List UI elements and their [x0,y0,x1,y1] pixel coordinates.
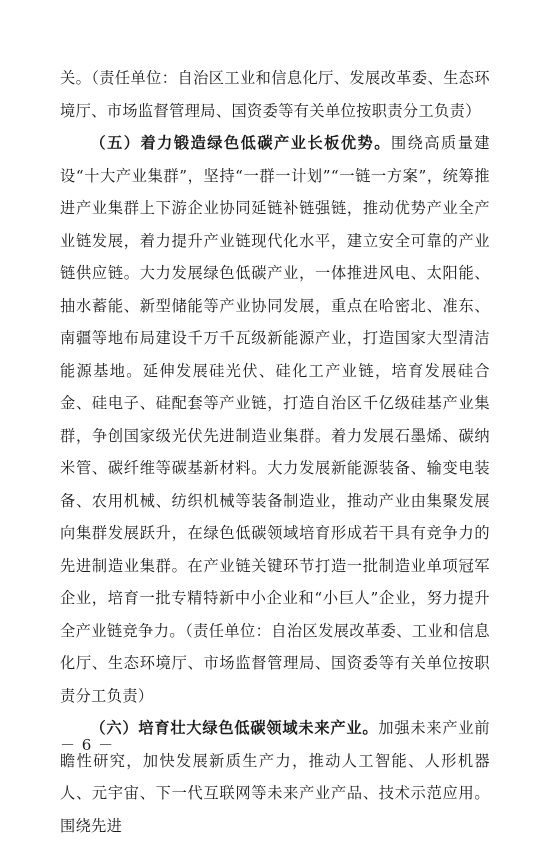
section-heading-6: （六）培育壮大绿色低碳领域未来产业。 [90,719,379,737]
document-body [60,62,490,842]
paragraph-1-body: 关。（责任单位：自治区工业和信息化厅、发展改革委、生态环境厅、市场监督管理局、国资委等有关单位按职责分工负责） [60,69,490,120]
paragraph-2 [60,127,490,712]
page-number: － 6 － [60,736,115,754]
paragraph-1 [60,62,490,127]
paragraph-2-body: 围绕高质量建设“十大产业集群”，坚持“一群一计划”“一链一方案”，统筹推进产业集群上下游企业协同延链补链强链，推动优势产业全产业链发展，着力提升产业链现代化水平，建立安全可靠的产业链供应链。大力发展绿色低碳产业，一体推进风电、太阳能、抽水蓄能、新型储能等产业协同发展，重点在哈密北、准东、南疆等地布局建设千万千瓦级新能源产业，打造国家大型清洁能源基地。延伸发展硅光伏、硅化工产业链，培育发展硅合金、硅电子、硅配套等产业链，打造自治区千亿级硅基产业集群，争创国家级光伏先进制造业集群。着力发展石墨烯、碳纳米管、碳纤维等碳基新材料。大力发展新能源装备、输变电装备、农用机械、纺织机械等装备制造业，推动产业由集聚发展向集群发展跃升，在绿色低碳领域培育形成若干具有竞争力的先进制造业集群。在产业链关键环节打造一批制造业单项冠军企业，培育一批专精特新中小企业和“小巨人”企业，努力提升全产业链竞争力。（责任单位：自治区发展改革委、工业和信息化厅、生态环境厅、市场监督管理局、国资委等有关单位按职责分工负责） [60,134,491,705]
paragraph-3-body: 加强未来产业前瞻性研究，加快发展新质生产力，推动人工智能、人形机器人、元宇宙、下一代互联网等未来产业产品、技术示范应用。围绕先进 [60,719,490,835]
section-heading-5: （五）着力锻造绿色低碳产业长板优势。 [90,134,391,152]
paragraph-3 [60,712,490,842]
